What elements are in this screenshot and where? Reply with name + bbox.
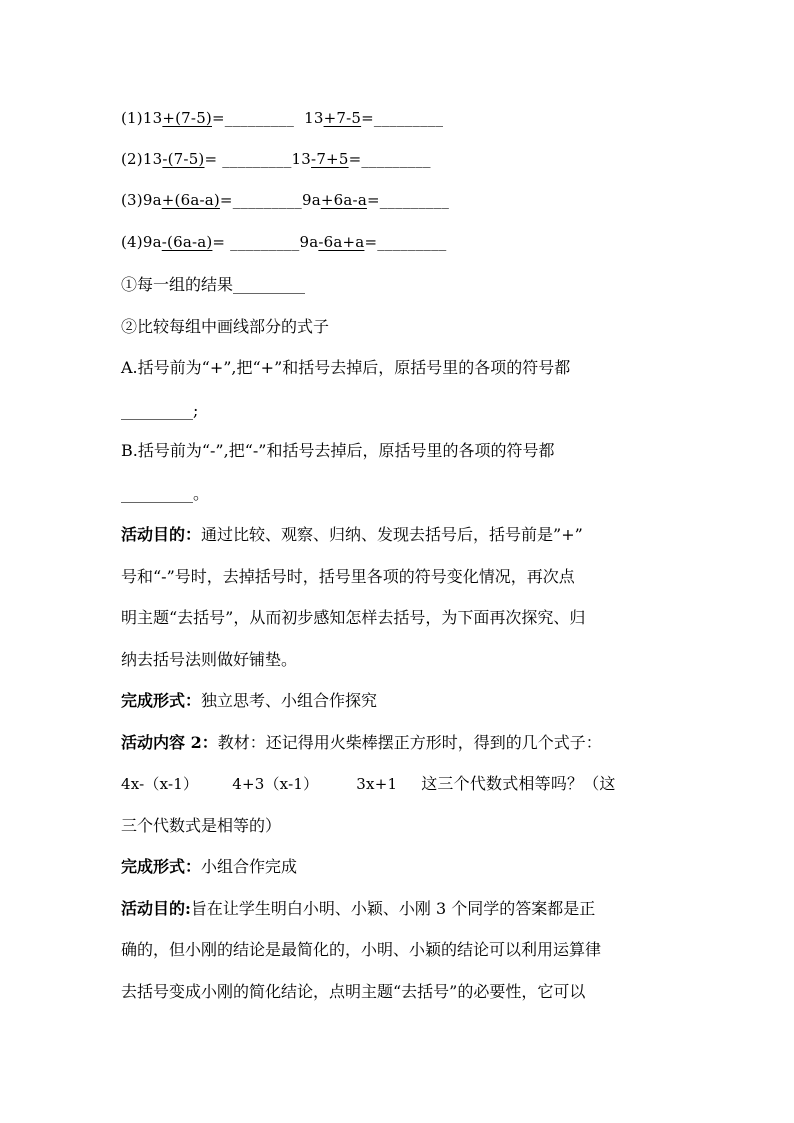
activity-goal-2 <box>121 899 595 919</box>
expressions-answer: 三个代数式是相等的） <box>121 816 282 835</box>
underlined-expr: -7+5 <box>311 150 349 168</box>
underlined-expr: -6a+a <box>318 233 365 251</box>
completion-form-text: 独立思考、小组合作探究 <box>201 691 378 710</box>
question-a-blank: _________; <box>121 401 199 420</box>
exercise-number: (4) <box>121 233 143 251</box>
activity-content-2 <box>121 733 602 753</box>
activity-goal-1-line-2: 号和“-”号时，去掉括号时，括号里各项的符号变化情况，再次点 <box>121 567 575 586</box>
expression-3: 3x+1 <box>356 775 398 793</box>
expr-prefix: 9a <box>302 191 321 209</box>
answer-blank: =_________ <box>361 109 444 127</box>
answer-blank: =_________ <box>364 233 447 251</box>
activity-goal-label: 活动目的: <box>121 899 191 918</box>
activity-goal-text: 通过比较、观察、归纳、发现去括号后，括号前是”+” <box>201 525 583 544</box>
activity-content-text: 教材：还记得用火柴棒摆正方形时，得到的几个式子： <box>217 733 602 752</box>
activity-goal-1-line-4: 纳去括号法则做好铺垫。 <box>121 650 298 669</box>
exercise-number: (1) <box>121 109 143 127</box>
activity-goal-2-line-2: 确的，但小刚的结论是最简化的，小明、小颖的结论可以利用运算律 <box>121 940 602 959</box>
question-b: B.括号前为“-”,把“-”和括号去掉后，原括号里的各项的符号都 <box>121 441 555 460</box>
expression-1: 4x-（x-1） <box>121 775 199 793</box>
question-2: ②比较每组中画线部分的式子 <box>121 317 330 336</box>
activity-goal-text: 旨在让学生明白小明、小颖、小刚 3 个同学的答案都是正 <box>190 899 596 918</box>
exercise-number: (2) <box>121 150 143 168</box>
activity-content-label: 活动内容 2： <box>121 733 218 752</box>
underlined-expr: +(7-5) <box>162 109 212 127</box>
question-b-blank: _________。 <box>121 484 210 503</box>
expression-2: 4+3（x-1） <box>232 775 319 793</box>
answer-blank: = _________ <box>204 150 292 168</box>
activity-goal-2-line-3: 去括号变成小刚的简化结论，点明主题“去括号”的必要性，它可以 <box>121 982 586 1001</box>
underlined-expr: +6a-a <box>320 191 367 209</box>
expr-prefix: 9a <box>142 191 162 209</box>
exercise-2 <box>121 149 431 169</box>
underlined-expr: +7-5 <box>323 109 362 127</box>
exercise-1 <box>121 108 443 128</box>
answer-blank: =_________ <box>348 150 431 168</box>
completion-form-text: 小组合作完成 <box>201 857 298 876</box>
activity-goal-1-line-3: 明主题“去括号”，从而初步感知怎样去括号，为下面再次探究、归 <box>121 608 586 627</box>
exercise-number: (3) <box>121 191 143 209</box>
expr-prefix: 13 <box>304 109 324 127</box>
expr-prefix: 9a <box>299 233 319 251</box>
completion-form-1 <box>121 691 377 711</box>
completion-form-label: 完成形式： <box>121 857 202 876</box>
answer-blank: = _________ <box>212 233 300 251</box>
expressions-line <box>121 774 616 794</box>
expression-question: 这三个代数式相等吗？（这 <box>421 774 616 793</box>
underlined-expr: -(7-5) <box>162 150 205 168</box>
answer-blank: =_________ <box>219 191 302 209</box>
underlined-expr: -(6a-a) <box>161 233 213 251</box>
expr-prefix: 13 <box>291 150 312 168</box>
question-1: ①每一组的结果_________ <box>121 275 306 294</box>
question-a: A.括号前为“+”,把“+”和括号去掉后，原括号里的各项的符号都 <box>121 358 571 377</box>
exercise-4 <box>121 232 447 252</box>
underlined-expr: +(6a-a) <box>161 191 220 209</box>
activity-goal-1 <box>121 525 583 545</box>
answer-blank: =_________ <box>366 191 450 209</box>
expr-prefix: 9a <box>142 233 162 251</box>
completion-form-2 <box>121 857 297 877</box>
activity-goal-label: 活动目的： <box>121 525 202 544</box>
exercise-3 <box>121 190 449 210</box>
completion-form-label: 完成形式： <box>121 691 202 710</box>
expr-prefix: 13 <box>142 109 163 127</box>
answer-blank: =_________ <box>212 109 295 127</box>
expr-prefix: 13 <box>142 150 163 168</box>
